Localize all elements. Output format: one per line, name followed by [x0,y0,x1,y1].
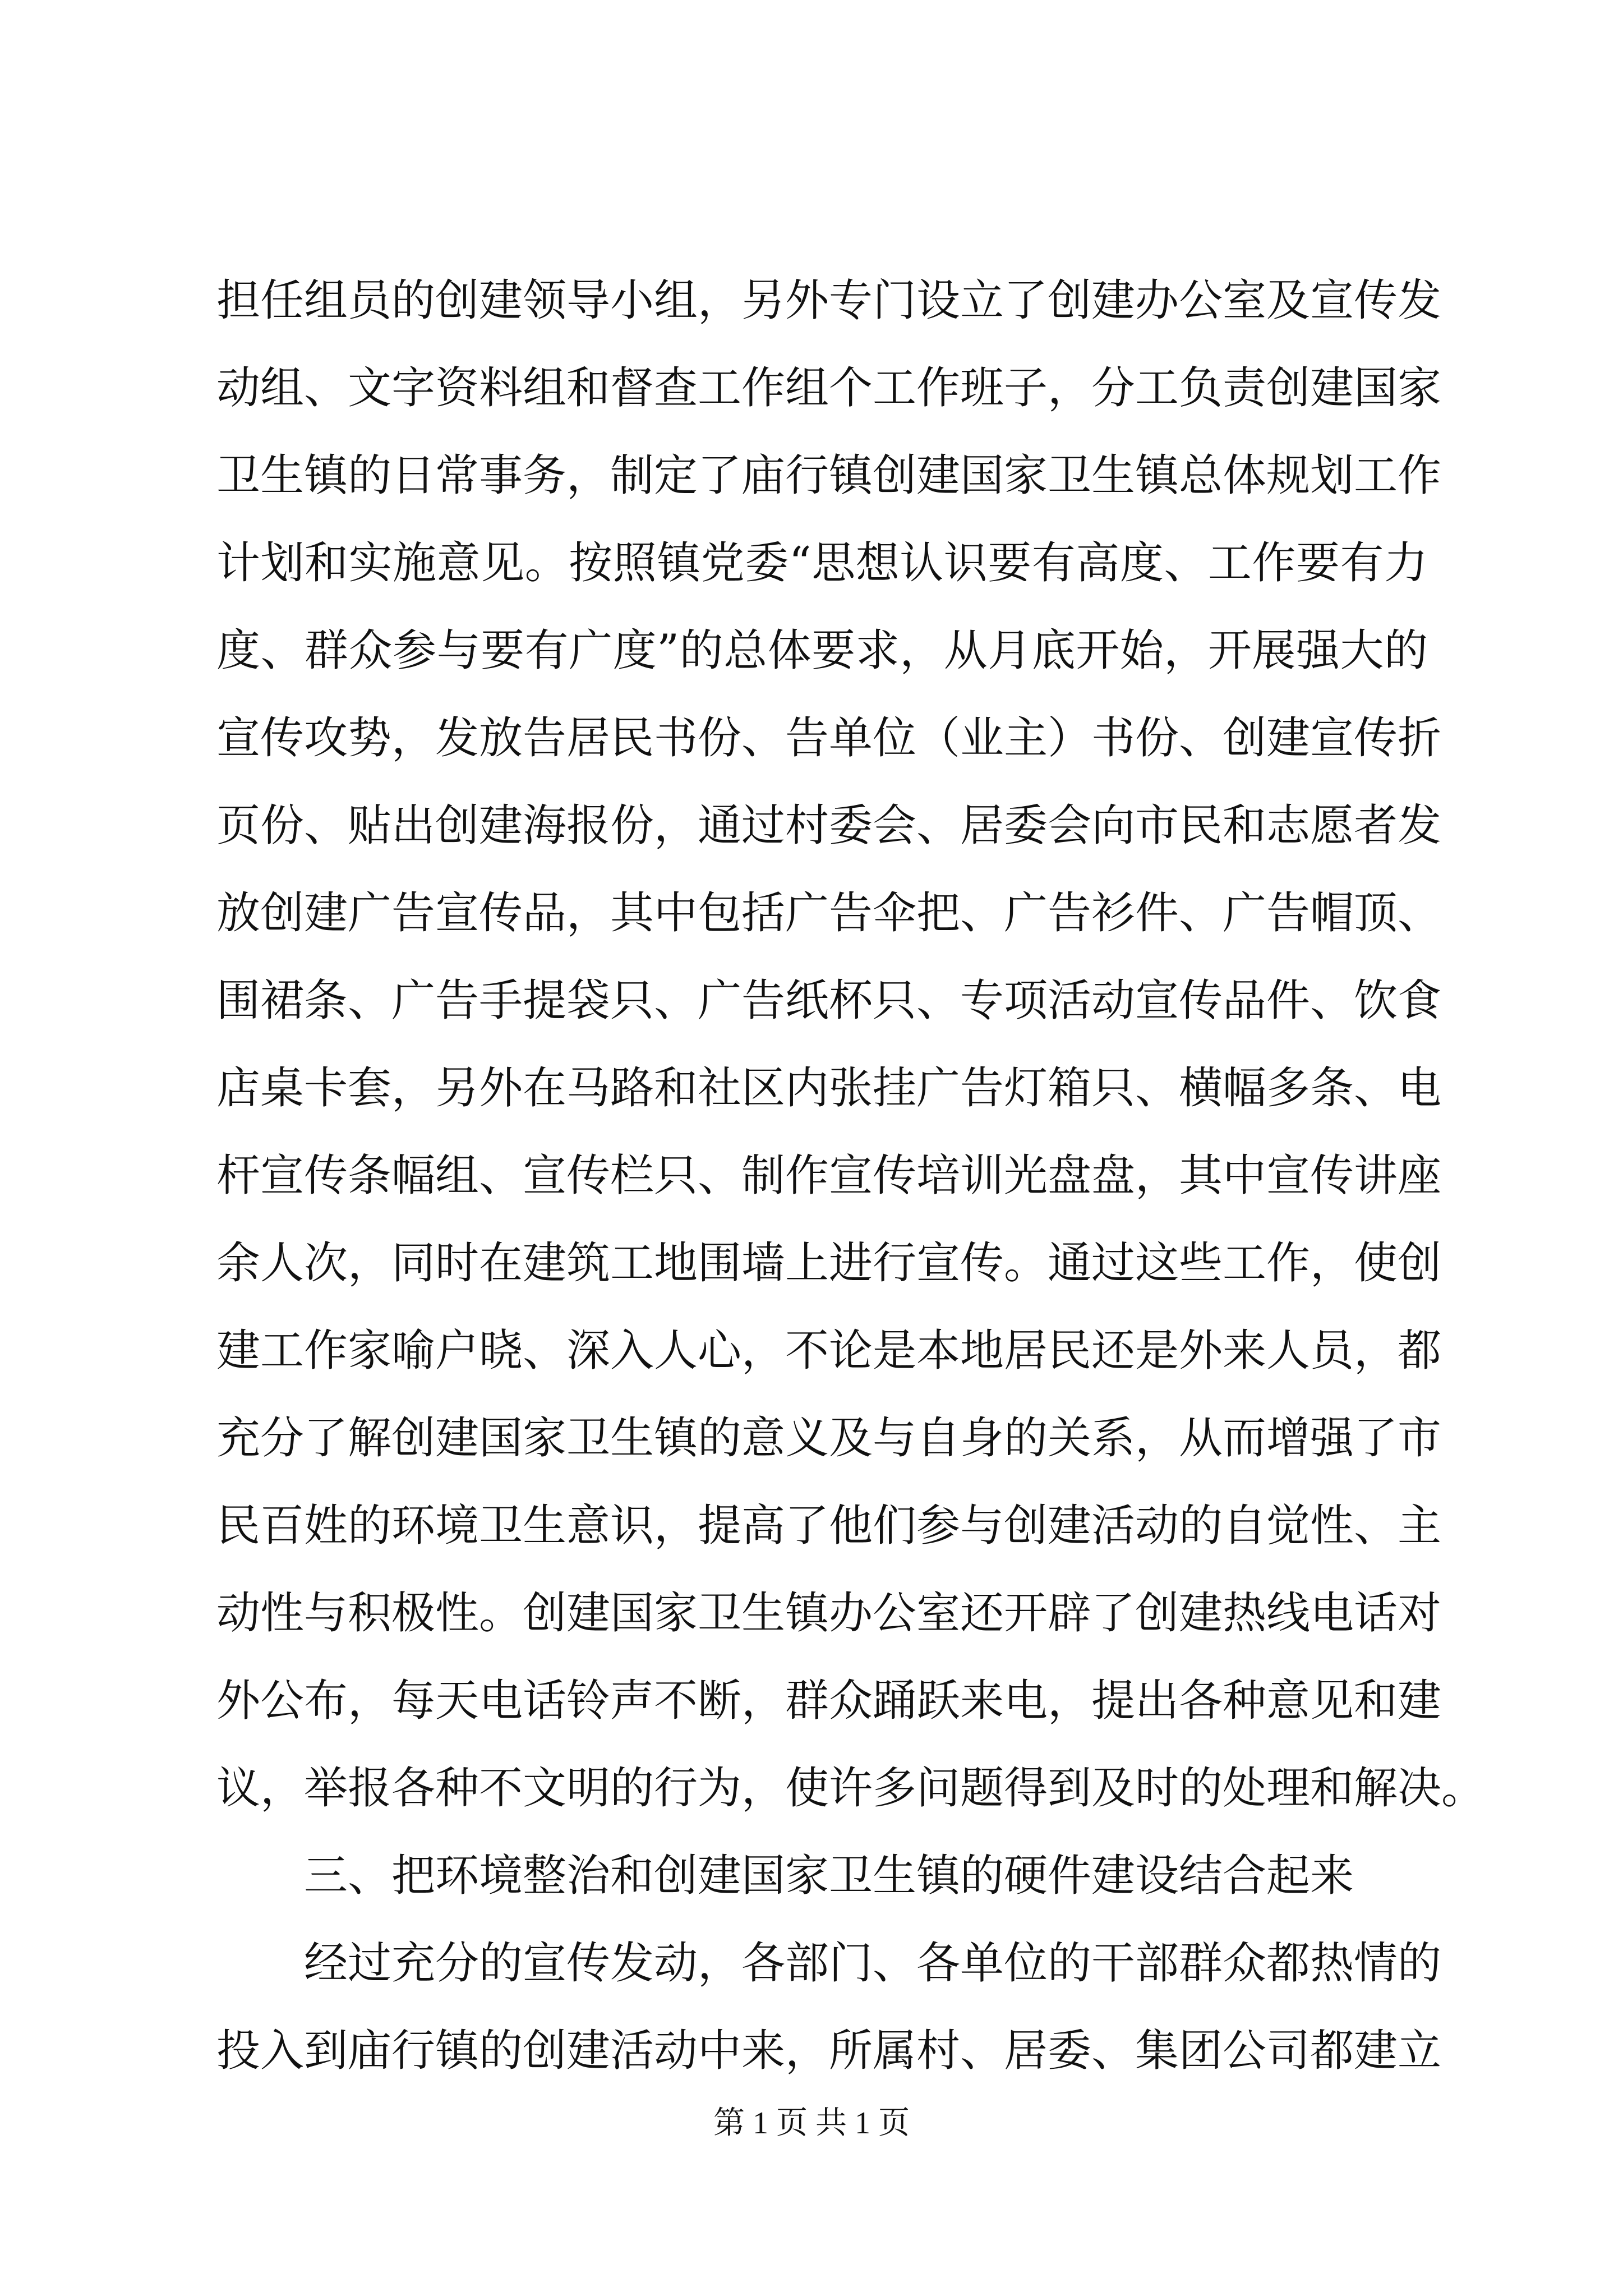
page-footer: 第 1 页 共 1 页 [713,2106,910,2141]
text-line: 宣传攻势，发放告居民书份、告单位（业主）书份、创建宣传折 [216,713,1442,763]
text-line: 杆宣传条幅组、宣传栏只、制作宣传培训光盘盘，其中宣传讲座 [216,1151,1442,1201]
text-line: 店桌卡套，另外在马路和社区内张挂广告灯箱只、横幅多条、电 [216,1063,1442,1114]
text-line: 充分了解创建国家卫生镇的意义及与自身的关系，从而增强了市 [216,1413,1442,1464]
text-line: 民百姓的环境卫生意识，提高了他们参与创建活动的自觉性、主 [216,1501,1442,1551]
paragraph-first-line: 经过充分的宣传发动，各部门、各单位的干部群众都热情的 [304,1938,1442,1989]
text-line: 围裙条、广告手提袋只、广告纸杯只、专项活动宣传品件、饮食 [216,976,1442,1026]
text-line: 担任组员的创建领导小组，另外专门设立了创建办公室及宣传发 [216,275,1442,326]
text-line: 动性与积极性。创建国家卫生镇办公室还开辟了创建热线电话对 [216,1588,1442,1639]
section-heading: 三、把环境整治和创建国家卫生镇的硬件建设结合起来 [304,1851,1354,1901]
text-line: 计划和实施意见。按照镇党委“思想认识要有高度、工作要有力 [216,538,1428,588]
text-line: 动组、文字资料组和督查工作组个工作班子，分工负责创建国家 [216,363,1442,413]
text-line: 投入到庙行镇的创建活动中来，所属村、居委、集团公司都建立 [216,2026,1442,2076]
text-line: 卫生镇的日常事务，制定了庙行镇创建国家卫生镇总体规划工作 [216,450,1442,501]
text-line: 外公布，每天电话铃声不断，群众踊跃来电，提出各种意见和建 [216,1676,1442,1726]
document-body [216,257,1486,2095]
text-line: 议，举报各种不文明的行为，使许多问题得到及时的处理和解决。 [216,1763,1486,1814]
text-line: 放创建广告宣传品，其中包括广告伞把、广告衫件、广告帽顶、 [216,888,1442,938]
text-line: 度、群众参与要有广度”的总体要求，从月底开始，开展强大的 [216,625,1428,676]
text-line: 余人次，同时在建筑工地围墙上进行宣传。通过这些工作，使创 [216,1238,1442,1289]
text-line: 建工作家喻户晓、深入人心，不论是本地居民还是外来人员，都 [216,1326,1442,1376]
text-line: 页份、贴出创建海报份，通过村委会、居委会向市民和志愿者发 [216,800,1442,851]
